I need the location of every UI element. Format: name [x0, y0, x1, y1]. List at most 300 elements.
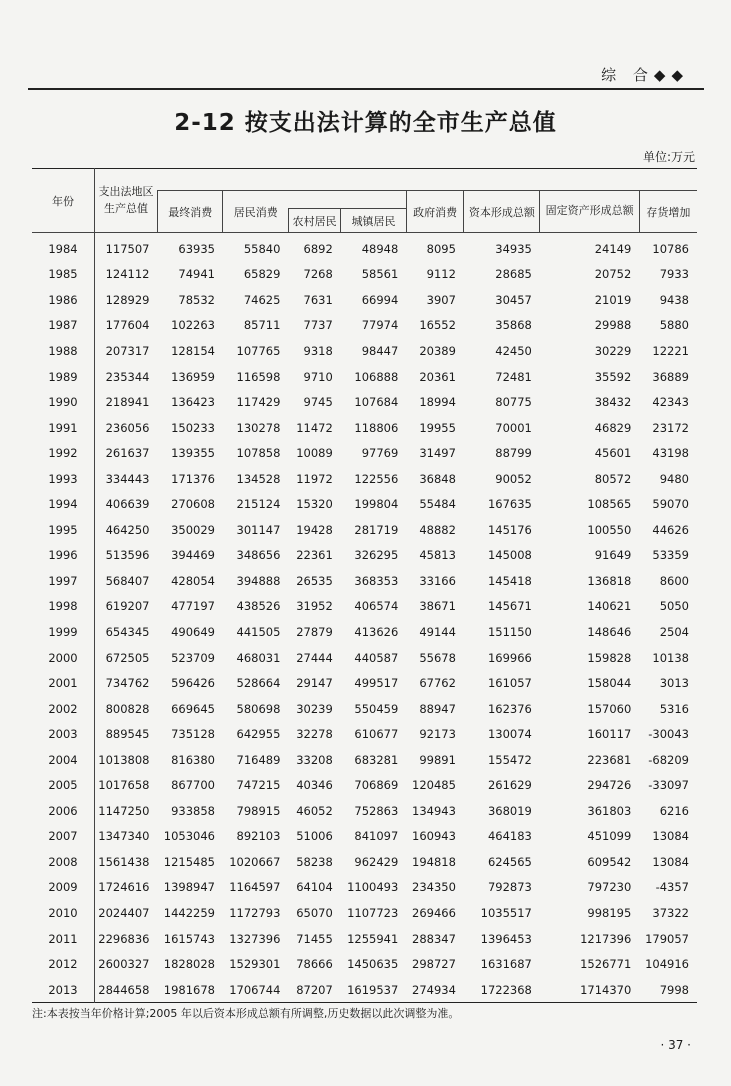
value-cell: 58561 — [361, 267, 399, 282]
value-cell: 102263 — [171, 318, 215, 333]
value-cell: 88947 — [419, 701, 456, 716]
value-cell: 107684 — [354, 395, 399, 410]
value-cell: 88799 — [495, 446, 532, 461]
value-cell: 218941 — [95, 389, 158, 415]
value-cell: 10089 — [296, 446, 333, 461]
value-cell: 31952 — [296, 599, 333, 614]
value-cell: 122556 — [354, 471, 399, 486]
value-cell: 99891 — [419, 752, 456, 767]
value-cell: 177604 — [95, 313, 158, 339]
value-cell: 159828 — [587, 650, 632, 665]
value-cell: 20389 — [419, 343, 456, 358]
value-cell: 78666 — [296, 957, 333, 972]
value-cell: 55840 — [243, 241, 281, 256]
table-row — [32, 262, 697, 288]
value-cell: 406574 — [354, 599, 399, 614]
value-cell: 2504 — [659, 624, 689, 639]
value-cell: 1164597 — [229, 880, 281, 895]
value-cell: 6892 — [303, 241, 333, 256]
value-cell: 9438 — [659, 292, 689, 307]
page-title: 2-12 按支出法计算的全市生产总值 — [174, 110, 557, 136]
value-cell: 998195 — [587, 905, 632, 920]
value-cell: 134528 — [236, 471, 281, 486]
value-cell: 34935 — [495, 241, 532, 256]
value-cell: 55678 — [419, 650, 456, 665]
table-row — [32, 747, 697, 773]
value-cell: 11972 — [296, 471, 333, 486]
value-cell: 1981678 — [163, 982, 215, 997]
value-cell: 38671 — [419, 599, 456, 614]
value-cell: 1396453 — [480, 931, 532, 946]
value-cell: 44626 — [652, 522, 689, 537]
year-cell: 1992 — [48, 446, 78, 461]
table-row — [32, 696, 697, 722]
value-cell: 669645 — [171, 701, 215, 716]
value-cell: 2600327 — [95, 951, 158, 977]
value-cell: 428054 — [171, 573, 215, 588]
value-cell: 528664 — [236, 676, 281, 691]
value-cell: 1327396 — [229, 931, 281, 946]
value-cell: 8600 — [659, 573, 689, 588]
value-cell: 72481 — [495, 369, 532, 384]
value-cell: 499517 — [354, 676, 399, 691]
value-cell: 735128 — [171, 727, 215, 742]
value-cell: 441505 — [236, 624, 281, 639]
year-cell: 2010 — [48, 905, 78, 920]
value-cell: 10138 — [652, 650, 689, 665]
col-header-fixed: 固定资产形成总额 — [540, 191, 639, 233]
table-row — [32, 645, 697, 671]
year-cell: 2000 — [48, 650, 78, 665]
value-cell: 107858 — [236, 446, 281, 461]
value-cell: 136818 — [587, 573, 632, 588]
value-cell: 2844658 — [95, 977, 158, 1003]
value-cell: 104916 — [645, 957, 689, 972]
value-cell: 158044 — [587, 676, 632, 691]
value-cell: -4357 — [655, 880, 689, 895]
value-cell: 160943 — [412, 829, 456, 844]
value-cell: 9112 — [426, 267, 456, 282]
value-cell: 326295 — [354, 548, 399, 563]
value-cell: 747215 — [236, 778, 281, 793]
year-cell: 1989 — [48, 369, 78, 384]
year-cell: 1995 — [48, 522, 78, 537]
value-cell: 29147 — [296, 676, 333, 691]
value-cell: 42450 — [495, 343, 532, 358]
value-cell: 87207 — [296, 982, 333, 997]
value-cell: 5050 — [659, 599, 689, 614]
value-cell: 841097 — [354, 829, 399, 844]
value-cell: 7631 — [303, 292, 333, 307]
year-cell: 2011 — [48, 931, 78, 946]
value-cell: 162376 — [487, 701, 532, 716]
value-cell: 46829 — [594, 420, 632, 435]
value-cell: 100550 — [587, 522, 632, 537]
year-cell: 1993 — [48, 471, 78, 486]
value-cell: 406639 — [95, 491, 158, 517]
value-cell: 13084 — [652, 854, 689, 869]
value-cell: 1714370 — [580, 982, 632, 997]
value-cell: 97769 — [361, 446, 399, 461]
value-cell: 1053046 — [163, 829, 215, 844]
table-row — [32, 287, 697, 313]
year-cell: 2006 — [48, 803, 78, 818]
value-cell: 580698 — [236, 701, 281, 716]
value-cell: 134943 — [412, 803, 456, 818]
year-cell: 2003 — [48, 727, 78, 742]
value-cell: 464183 — [487, 829, 532, 844]
value-cell: 116598 — [236, 369, 281, 384]
value-cell: 22361 — [296, 548, 333, 563]
value-cell: 43198 — [652, 446, 689, 461]
value-cell: 35868 — [495, 318, 532, 333]
value-cell: 108565 — [587, 497, 632, 512]
year-cell: 1988 — [48, 343, 78, 358]
value-cell: 120485 — [412, 778, 456, 793]
value-cell: 33166 — [419, 573, 456, 588]
value-cell: 36889 — [652, 369, 689, 384]
value-cell: 140621 — [587, 599, 632, 614]
value-cell: 26535 — [296, 573, 333, 588]
value-cell: 672505 — [95, 645, 158, 671]
value-cell: 2024407 — [95, 900, 158, 926]
value-cell: 3907 — [426, 292, 456, 307]
value-cell: 19428 — [296, 522, 333, 537]
value-cell: 13084 — [652, 829, 689, 844]
value-cell: 49144 — [419, 624, 456, 639]
value-cell: 281719 — [354, 522, 399, 537]
value-cell: 11472 — [296, 420, 333, 435]
table-row — [32, 491, 697, 517]
year-cell: 1994 — [48, 497, 78, 512]
value-cell: 1215485 — [163, 854, 215, 869]
value-cell: 18994 — [419, 395, 456, 410]
value-cell: 797230 — [587, 880, 632, 895]
year-cell: 1996 — [48, 548, 78, 563]
value-cell: 234350 — [412, 880, 456, 895]
value-cell: 145671 — [487, 599, 532, 614]
value-cell: 1147250 — [95, 798, 158, 824]
value-cell: 90052 — [495, 471, 532, 486]
value-cell: 798915 — [236, 803, 281, 818]
col-header-urban: 城镇居民 — [341, 209, 406, 233]
value-cell: 63935 — [178, 241, 215, 256]
value-cell: 117507 — [95, 233, 158, 262]
table-row — [32, 824, 697, 850]
value-cell: 136423 — [171, 395, 215, 410]
value-cell: 867700 — [171, 778, 215, 793]
value-cell: 128154 — [171, 343, 215, 358]
value-cell: 48948 — [361, 241, 399, 256]
value-cell: 368353 — [354, 573, 399, 588]
value-cell: 7737 — [303, 318, 333, 333]
value-cell: 800828 — [95, 696, 158, 722]
value-cell: 610677 — [354, 727, 399, 742]
value-cell: 654345 — [95, 619, 158, 645]
value-cell: 30229 — [594, 343, 632, 358]
value-cell: 451099 — [587, 829, 632, 844]
table-row — [32, 568, 697, 594]
value-cell: 31497 — [419, 446, 456, 461]
value-cell: 7998 — [659, 982, 689, 997]
year-cell: 1999 — [48, 624, 78, 639]
value-cell: 23172 — [652, 420, 689, 435]
value-cell: 334443 — [95, 466, 158, 492]
value-cell: 27879 — [296, 624, 333, 639]
value-cell: 160117 — [587, 727, 632, 742]
page-number: · 37 · — [660, 1038, 691, 1052]
table-row — [32, 619, 697, 645]
value-cell: 107765 — [236, 343, 281, 358]
value-cell: 568407 — [95, 568, 158, 594]
value-cell: 892103 — [236, 829, 281, 844]
year-cell: 2009 — [48, 880, 78, 895]
value-cell: 468031 — [236, 650, 281, 665]
value-cell: 9480 — [659, 471, 689, 486]
value-cell: 145008 — [487, 548, 532, 563]
value-cell: 15320 — [296, 497, 333, 512]
value-cell: 394469 — [171, 548, 215, 563]
value-cell: 51006 — [296, 829, 333, 844]
value-cell: 171376 — [171, 471, 215, 486]
value-cell: 16552 — [419, 318, 456, 333]
value-cell: 1529301 — [229, 957, 281, 972]
value-cell: 12221 — [652, 343, 689, 358]
gdp-expenditure-table — [32, 168, 697, 1003]
value-cell: -68209 — [648, 752, 689, 767]
value-cell: 151150 — [487, 624, 532, 639]
value-cell: 1035517 — [480, 905, 532, 920]
value-cell: 1619537 — [347, 982, 399, 997]
value-cell: 74625 — [243, 292, 281, 307]
value-cell: 734762 — [95, 670, 158, 696]
value-cell: 28685 — [495, 267, 532, 282]
value-cell: 27444 — [296, 650, 333, 665]
value-cell: 59070 — [652, 497, 689, 512]
value-cell: 716489 — [236, 752, 281, 767]
value-cell: 523709 — [171, 650, 215, 665]
value-cell: 106888 — [354, 369, 399, 384]
value-cell: 91649 — [594, 548, 632, 563]
value-cell: 706869 — [354, 778, 399, 793]
col-header-year: 年份 — [52, 194, 74, 208]
value-cell: 235344 — [95, 364, 158, 390]
value-cell: 85711 — [243, 318, 281, 333]
value-cell: 619207 — [95, 594, 158, 620]
value-cell: 145418 — [487, 573, 532, 588]
year-cell: 1990 — [48, 395, 78, 410]
value-cell: 32278 — [296, 727, 333, 742]
table-row — [32, 849, 697, 875]
value-cell: 1442259 — [163, 905, 215, 920]
value-cell: 9710 — [303, 369, 333, 384]
value-cell: 42343 — [652, 395, 689, 410]
table-row — [32, 875, 697, 901]
table-row — [32, 233, 697, 262]
value-cell: 29988 — [594, 318, 632, 333]
value-cell: 596426 — [171, 676, 215, 691]
value-cell: 92173 — [419, 727, 456, 742]
col-header-rural: 农村居民 — [288, 209, 340, 233]
value-cell: 642955 — [236, 727, 281, 742]
value-cell: 80572 — [594, 471, 632, 486]
value-cell: 155472 — [487, 752, 532, 767]
value-cell: 261629 — [487, 778, 532, 793]
col-header-final: 最终消费 — [158, 191, 223, 233]
table-row — [32, 415, 697, 441]
value-cell: 962429 — [354, 854, 399, 869]
table-row — [32, 364, 697, 390]
value-cell: 157060 — [587, 701, 632, 716]
year-cell: 2008 — [48, 854, 78, 869]
table-row — [32, 517, 697, 543]
value-cell: 1255941 — [347, 931, 399, 946]
table-row — [32, 313, 697, 339]
value-cell: 24149 — [594, 241, 632, 256]
value-cell: 288347 — [412, 931, 456, 946]
value-cell: 130278 — [236, 420, 281, 435]
value-cell: 58238 — [296, 854, 333, 869]
value-cell: 7933 — [659, 267, 689, 282]
value-cell: 98447 — [361, 343, 399, 358]
col-header-capital: 资本形成总额 — [464, 191, 540, 233]
table-row — [32, 926, 697, 952]
value-cell: 130074 — [487, 727, 532, 742]
value-cell: 30239 — [296, 701, 333, 716]
value-cell: 139355 — [171, 446, 215, 461]
value-cell: 1347340 — [95, 824, 158, 850]
year-cell: 2012 — [48, 957, 78, 972]
value-cell: 394888 — [236, 573, 281, 588]
value-cell: 40346 — [296, 778, 333, 793]
value-cell: 5880 — [659, 318, 689, 333]
year-cell: 2002 — [48, 701, 78, 716]
value-cell: 194818 — [412, 854, 456, 869]
value-cell: 117429 — [236, 395, 281, 410]
value-cell: 6216 — [659, 803, 689, 818]
value-cell: 609542 — [587, 854, 632, 869]
value-cell: 1100493 — [347, 880, 399, 895]
value-cell: 199804 — [354, 497, 399, 512]
value-cell: 1013808 — [95, 747, 158, 773]
value-cell: 38432 — [594, 395, 632, 410]
value-cell: 438526 — [236, 599, 281, 614]
value-cell: 78532 — [178, 292, 215, 307]
value-cell: 1398947 — [163, 880, 215, 895]
value-cell: 71455 — [296, 931, 333, 946]
value-cell: 1217396 — [580, 931, 632, 946]
year-cell: 1985 — [48, 267, 78, 282]
table-row — [32, 977, 697, 1003]
year-cell: 1987 — [48, 318, 78, 333]
value-cell: 53359 — [652, 548, 689, 563]
value-cell: 8095 — [426, 241, 456, 256]
year-cell: 2007 — [48, 829, 78, 844]
value-cell: 1724616 — [95, 875, 158, 901]
value-cell: 1706744 — [229, 982, 281, 997]
table-row — [32, 338, 697, 364]
value-cell: 207317 — [95, 338, 158, 364]
value-cell: 65070 — [296, 905, 333, 920]
value-cell: 30457 — [495, 292, 532, 307]
table-row — [32, 389, 697, 415]
value-cell: 477197 — [171, 599, 215, 614]
value-cell: 1561438 — [95, 849, 158, 875]
value-cell: 10786 — [652, 241, 689, 256]
value-cell: 1450635 — [347, 957, 399, 972]
value-cell: 1615743 — [163, 931, 215, 946]
value-cell: 148646 — [587, 624, 632, 639]
value-cell: 816380 — [171, 752, 215, 767]
value-cell: 7268 — [303, 267, 333, 282]
value-cell: 792873 — [487, 880, 532, 895]
table-row — [32, 951, 697, 977]
col-header-inventory: 存货增加 — [639, 191, 697, 233]
value-cell: 350029 — [171, 522, 215, 537]
value-cell: 1526771 — [580, 957, 632, 972]
year-cell: 1991 — [48, 420, 78, 435]
value-cell: 683281 — [354, 752, 399, 767]
value-cell: 161057 — [487, 676, 532, 691]
value-cell: 124112 — [95, 262, 158, 288]
value-cell: 413626 — [354, 624, 399, 639]
value-cell: 118806 — [354, 420, 399, 435]
value-cell: 752863 — [354, 803, 399, 818]
value-cell: 440587 — [354, 650, 399, 665]
table-row — [32, 594, 697, 620]
value-cell: 274934 — [412, 982, 456, 997]
table-row — [32, 900, 697, 926]
value-cell: 45601 — [594, 446, 632, 461]
year-cell: 2001 — [48, 676, 78, 691]
value-cell: 933858 — [171, 803, 215, 818]
col-header-resident: 居民消费 — [223, 191, 288, 233]
table-row — [32, 721, 697, 747]
year-cell: 1997 — [48, 573, 78, 588]
value-cell: 5316 — [659, 701, 689, 716]
value-cell: 513596 — [95, 543, 158, 569]
value-cell: 298727 — [412, 957, 456, 972]
value-cell: 490649 — [171, 624, 215, 639]
value-cell: 550459 — [354, 701, 399, 716]
value-cell: 67762 — [419, 676, 456, 691]
year-cell: 1998 — [48, 599, 78, 614]
value-cell: 1020667 — [229, 854, 281, 869]
value-cell: 136959 — [171, 369, 215, 384]
table-row — [32, 772, 697, 798]
value-cell: 9318 — [303, 343, 333, 358]
value-cell: 223681 — [587, 752, 632, 767]
table-row — [32, 798, 697, 824]
value-cell: 21019 — [594, 292, 632, 307]
value-cell: 77974 — [361, 318, 399, 333]
value-cell: 20361 — [419, 369, 456, 384]
value-cell: 1722368 — [480, 982, 532, 997]
value-cell: 236056 — [95, 415, 158, 441]
value-cell: 301147 — [236, 522, 281, 537]
value-cell: 1107723 — [347, 905, 399, 920]
year-cell: 2013 — [48, 982, 78, 997]
value-cell: 215124 — [236, 497, 281, 512]
value-cell: 64104 — [296, 880, 333, 895]
value-cell: 179057 — [645, 931, 689, 946]
value-cell: 55484 — [419, 497, 456, 512]
value-cell: 270608 — [171, 497, 215, 512]
value-cell: -30043 — [648, 727, 689, 742]
col-header-gov: 政府消费 — [406, 191, 464, 233]
value-cell: 261637 — [95, 440, 158, 466]
value-cell: 294726 — [587, 778, 632, 793]
